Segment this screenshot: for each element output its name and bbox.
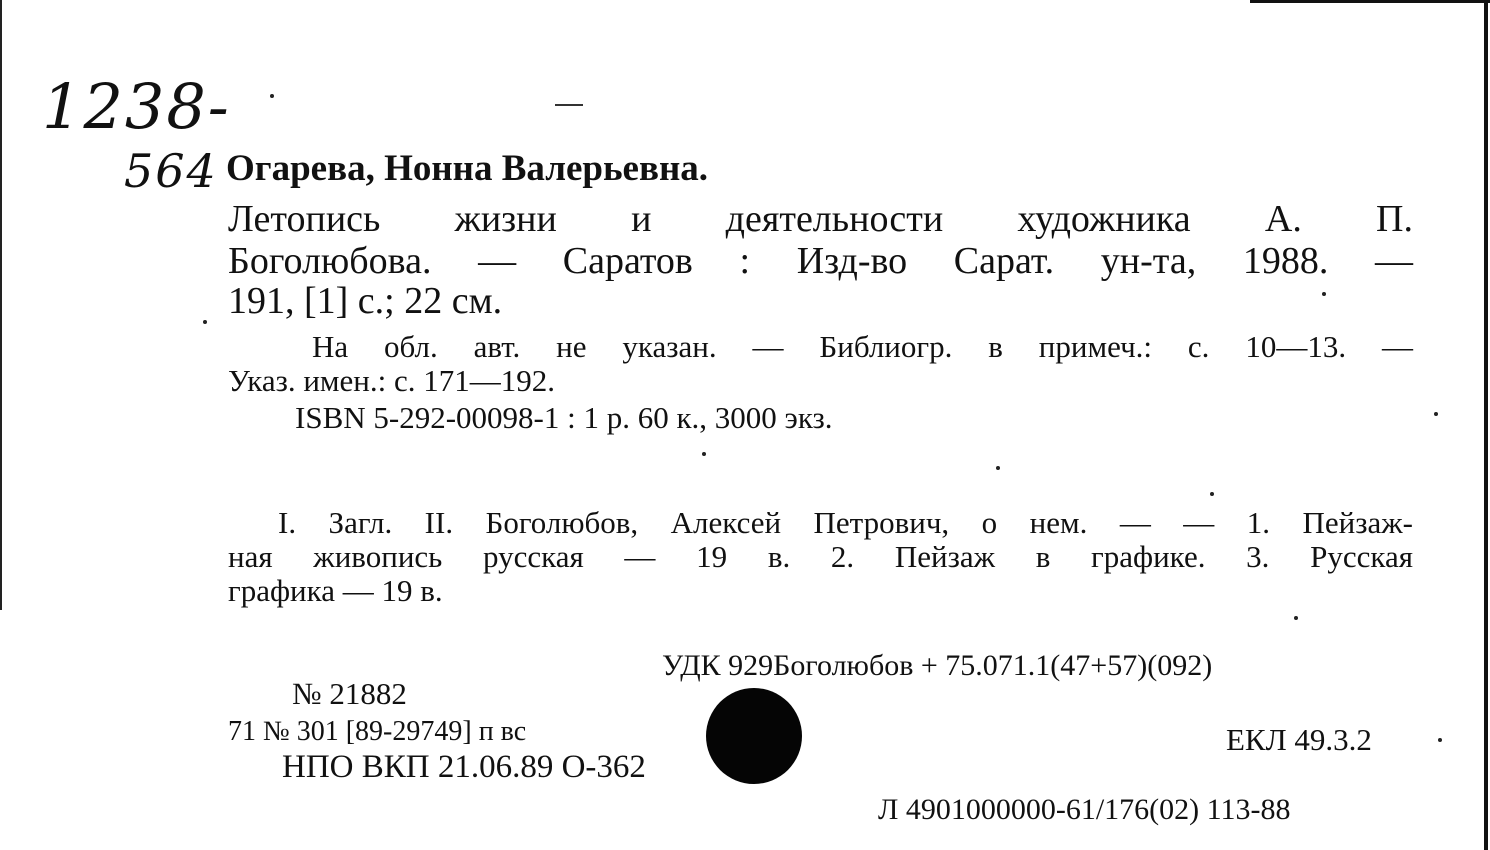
speck (270, 94, 274, 98)
speck (1210, 492, 1214, 496)
handwritten-shelfmark-line2: 564 (124, 144, 218, 198)
subject-line-1: I. Загл. II. Боголюбов, Алексей Петрович, о нем. — — 1. Пейзаж- (278, 505, 1413, 540)
subject-line-3: графика — 19 в. (228, 573, 443, 608)
author-heading: Огарева, Нонна Валерьевна. (226, 148, 709, 189)
title-line-1: Летопись жизни и деятельности художника А. П. (228, 198, 1413, 240)
udk-code: УДК 929Боголюбов + 75.071.1(47+57)(092) (662, 649, 1213, 682)
ekl-code: ЕКЛ 49.3.2 (1226, 722, 1372, 757)
record-number: № 21882 (292, 676, 407, 711)
npo-line: НПО ВКП 21.06.89 О-362 (282, 749, 646, 785)
speck (1294, 616, 1298, 620)
title-line-3: 191, [1] с.; 22 см. (228, 280, 503, 322)
order-line: 71 № 301 [89-29749] п вс (228, 716, 527, 747)
isbn-line: ISBN 5-292-00098-1 : 1 р. 60 к., 3000 экз. (295, 400, 833, 435)
speck (1438, 738, 1442, 742)
card-border-left (0, 0, 2, 610)
title-line-2: Боголюбова. — Саратов : Изд-во Сарат. ун-та, 1988. — (228, 240, 1413, 282)
punch-hole (706, 688, 802, 784)
speck (996, 466, 1000, 470)
note-line-2: Указ. имен.: с. 171—192. (228, 363, 555, 398)
pencil-dash (555, 104, 583, 106)
speck (702, 452, 706, 456)
l-code: Л 4901000000-61/176(02) 113-88 (878, 793, 1291, 826)
speck (1434, 412, 1438, 416)
speck (1322, 292, 1326, 296)
subject-line-2: ная живопись русская — 19 в. 2. Пейзаж в графике. 3. Русская (228, 539, 1413, 574)
card-border-top (1250, 0, 1490, 3)
speck (203, 320, 207, 324)
card-border-right (1484, 0, 1488, 850)
note-line-1: На обл. авт. не указан. — Библиогр. в примеч.: с. 10—13. — (312, 329, 1413, 364)
handwritten-shelfmark-line1: 1238- (42, 70, 231, 143)
